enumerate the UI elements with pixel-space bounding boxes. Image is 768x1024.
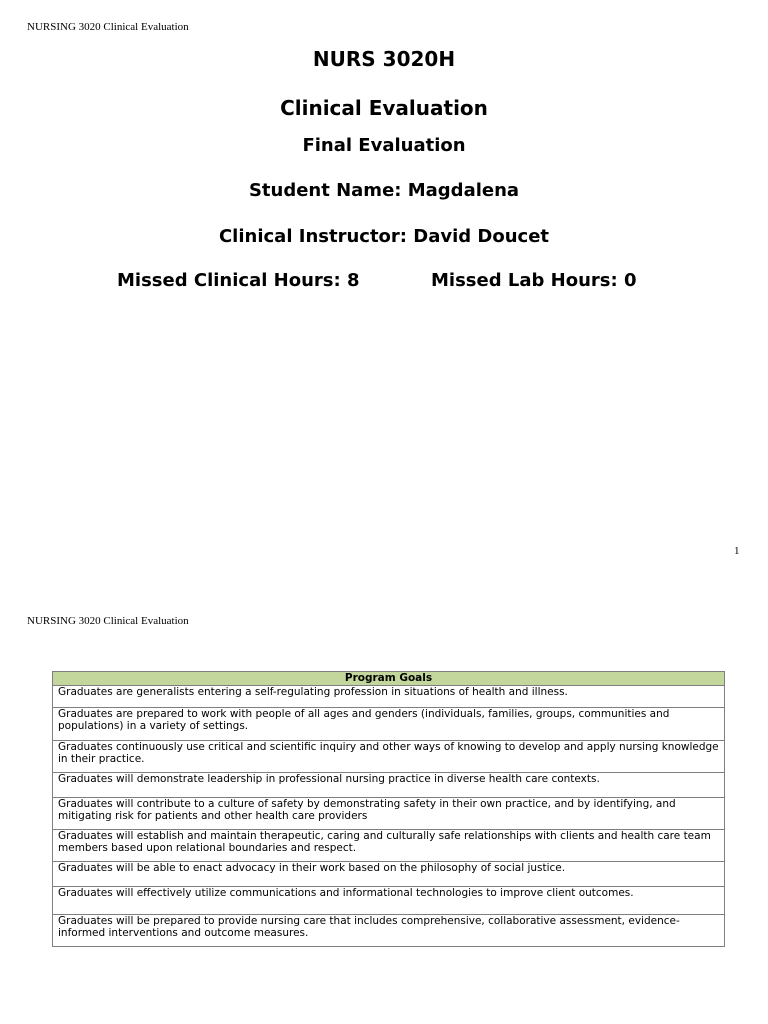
evaluation-type: Final Evaluation bbox=[302, 135, 466, 156]
goal-cell: Graduates will contribute to a culture of safety by demonstrating safety in their own practice, and by identifying, and mitigating risk for patients and other health care providers bbox=[53, 798, 725, 830]
missed-clinical-hours: Missed Clinical Hours: 8 bbox=[117, 270, 360, 291]
table-row bbox=[53, 798, 725, 830]
table-row bbox=[53, 773, 725, 798]
goal-cell: Graduates are generalists entering a self-regulating profession in situations of health and illness. bbox=[53, 686, 725, 708]
table-row bbox=[53, 686, 725, 708]
clinical-instructor: Clinical Instructor: David Doucet bbox=[218, 226, 550, 247]
goal-cell: Graduates will effectively utilize communications and informational technologies to improve client outcomes. bbox=[53, 887, 725, 915]
running-header: NURSING 3020 Clinical Evaluation bbox=[27, 615, 189, 627]
page-number: 1 bbox=[734, 545, 740, 557]
running-header: NURSING 3020 Clinical Evaluation bbox=[27, 21, 189, 33]
program-goals-header: Program Goals bbox=[53, 672, 725, 686]
goal-cell: Graduates will be prepared to provide nursing care that includes comprehensive, collaborative assessment, evidence-informed interventions and outcome measures. bbox=[53, 915, 725, 947]
goal-cell: Graduates will establish and maintain therapeutic, caring and culturally safe relationships with clients and health care team members based upon relational boundaries and respect. bbox=[53, 830, 725, 862]
course-code: NURS 3020H bbox=[312, 47, 456, 71]
table-row bbox=[53, 830, 725, 862]
table-row bbox=[53, 862, 725, 887]
table-row bbox=[53, 708, 725, 741]
goal-cell: Graduates will be able to enact advocacy in their work based on the philosophy of social justice. bbox=[53, 862, 725, 887]
goal-cell: Graduates will demonstrate leadership in professional nursing practice in diverse health care contexts. bbox=[53, 773, 725, 798]
missed-lab-hours: Missed Lab Hours: 0 bbox=[431, 270, 637, 291]
program-goals-table bbox=[52, 671, 725, 947]
table-header-row bbox=[53, 672, 725, 686]
goal-cell: Graduates are prepared to work with people of all ages and genders (individuals, families, groups, communities and populations) in a variety of settings. bbox=[53, 708, 725, 741]
table-row bbox=[53, 887, 725, 915]
table-row bbox=[53, 741, 725, 773]
goal-cell: Graduates continuously use critical and scientific inquiry and other ways of knowing to develop and apply nursing knowledge in their practice. bbox=[53, 741, 725, 773]
student-name: Student Name: Magdalena bbox=[248, 180, 520, 201]
document-title: Clinical Evaluation bbox=[280, 96, 488, 120]
table-row bbox=[53, 915, 725, 947]
